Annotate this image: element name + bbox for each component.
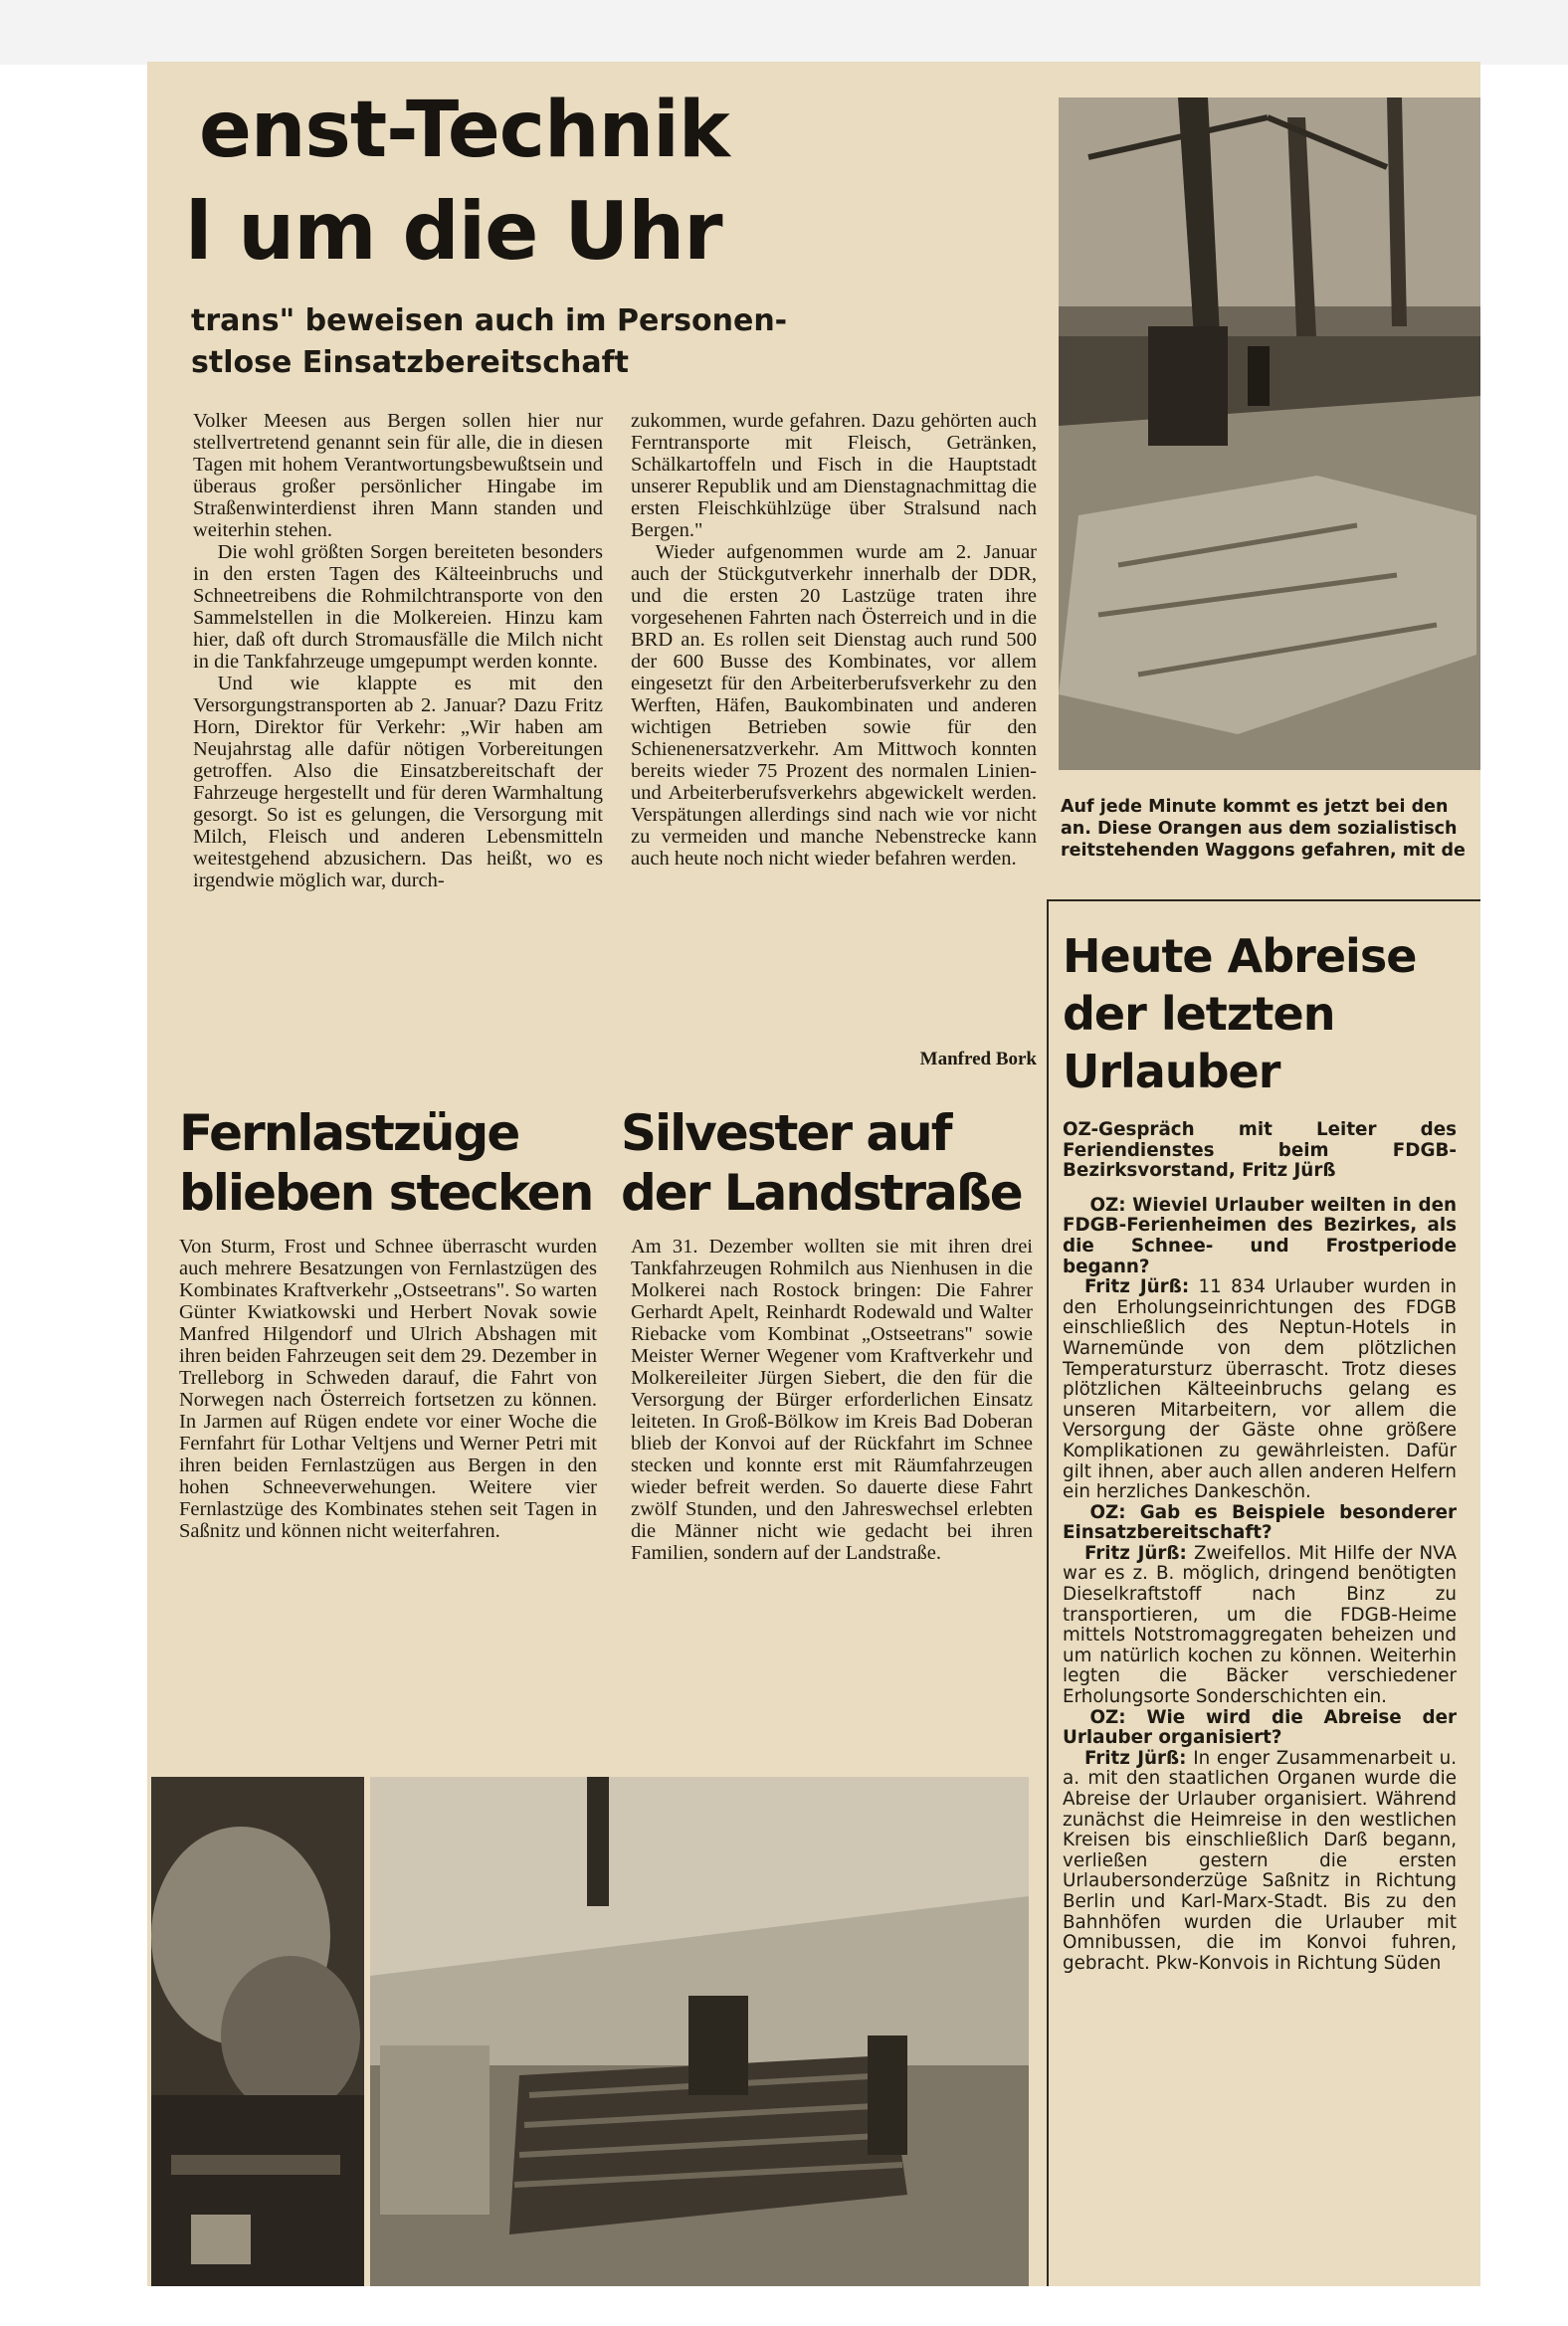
paragraph: Am 31. Dezember wollten sie mit ihren drei Tankfahrzeugen Rohmilch aus Nienhusen in die Molkerei nach Rostock bringen: Die Fahrer Gerhardt Apelt, Reinhardt Rodewald und Walter Riebacke vom Kombinat „Ostseetrans" sowie Meister Werner Wegener vom Kraftverkehr und Molkereileiter Jürgen Siebert, die den für die Versorgung der Bürger erforderlichen Einsatz leiteten. In Groß-Bölkow im Kreis Bad Doberan blieb der Konvoi auf der Rückfahrt im Schnee stecken und konnte erst mit Räumfahrzeugen wieder befreit werden. So dauerte diese Fahrt zwölf Stunden, und den Jahreswechsel erlebten die Männer nicht wie gedacht bei ihren Familien, sondern auf der Landstraße.: [631, 1236, 1033, 1564]
warehouse-photo-graphic: [370, 1777, 1029, 2286]
paragraph: zukommen, wurde gefahren. Dazu gehörten auch Ferntransporte mit Fleisch, Getränken, Schälkartoffeln und Fisch in die Hauptstadt unserer Republik und am Dienstagnachmittag die ersten Fleischkühlzüge über Stralsund nach Bergen.": [631, 410, 1037, 541]
silvester-headline-line1: Silvester auf: [621, 1104, 951, 1162]
urlauber-headline-line3: Urlauber: [1063, 1045, 1280, 1098]
answer-text: Zweifellos. Mit Hilfe der NVA war es z. B. möglich, dringend benötigten Dieselkraftstoff nach Binz zu transportieren, um die FDGB-Heime mittels Notstromaggregaten beheizen und um natürlich kochen zu können. Weiterhin legten die Bäcker verschiedener Erholungsorte Sonderschichten ein.: [1063, 1542, 1457, 1708]
answer-text: In enger Zusammenarbeit u. a. mit den staatlichen Organen wurde die Abreise der Urlauber organisiert. Während zunächst die Heimreise in den westlichen Kreisen bis einschließlich Darß begann, verließen gestern die ersten Urlaubersonderzüge Saßnitz in Richtung Berlin und Karl-Marx-Stadt. Bis zu den Bahnhöfen wurden die Urlauber mit Omnibussen, die im Konvoi fuhren, gebracht. Pkw-Konvois in Richtung Süden: [1063, 1747, 1457, 1974]
main-article-column-1: [193, 410, 603, 891]
interview-question-2: OZ: Gab es Beispiele besonderer Einsatzbereitschaft?: [1063, 1501, 1457, 1544]
urlauber-interview-body: [1063, 1120, 1457, 2274]
interview-intro: OZ-Gespräch mit Leiter des Feriendienstes beim FDGB-Bezirksvorstand, Fritz Jürß: [1063, 1120, 1457, 1182]
paragraph: Volker Meesen aus Bergen sollen hier nur stellvertretend genannt sein für alle, die in diesen Tagen mit hohem Verantwortungsbewußtsein und überaus großer persönlicher Hingabe im Straßenwinterdienst ihren Mann standen und weiterhin stehen.: [193, 410, 603, 541]
answer-speaker: Fritz Jürß:: [1083, 1276, 1190, 1298]
main-subhead-line2: stlose Einsatzbereitschaft: [191, 345, 629, 380]
main-headline-line1: enst-Technik: [199, 86, 729, 175]
column-rule: [1047, 899, 1049, 2286]
fernlast-article-body: [179, 1236, 597, 1542]
main-headline-line2: l um die Uhr: [185, 185, 722, 278]
urlauber-headline-line1: Heute Abreise: [1063, 929, 1417, 983]
interview-answer-3: [1063, 1749, 1457, 1975]
silvester-article-body: [631, 1236, 1033, 1564]
train-smoke-photo: [151, 1777, 364, 2286]
silvester-headline-line2: der Landstraße: [621, 1164, 1022, 1222]
photo-caption-line2: an. Diese Orangen aus dem sozialistisch: [1061, 819, 1458, 839]
interview-answer-2: [1063, 1544, 1457, 1708]
train-smoke-photo-graphic: [151, 1777, 364, 2286]
harbor-photo: [1059, 97, 1480, 770]
scan-backdrop: [0, 0, 1568, 65]
urlauber-headline-line2: der letzten: [1063, 987, 1335, 1041]
main-subhead-line1: trans" beweisen auch im Personen-: [191, 303, 788, 338]
fernlast-headline-line2: blieben stecken: [179, 1164, 593, 1222]
paragraph: Wieder aufgenommen wurde am 2. Januar auch der Stückgutverkehr innerhalb der DDR, und die ersten 20 Lastzüge traten ihre vorgesehenen Fahrten nach Österreich und in die BRD an. Es rollen seit Dienstag auch rund 500 der 600 Busse des Kombinates, vor allem eingesetzt für den Arbeiterberufsverkehr zu den Werften, Häfen, Baukombinaten und anderen wichtigen Betrieben sowie für den Schienenersatzverkehr. Am Mittwoch konnten bereits wieder 75 Prozent des normalen Linien- und Arbeiterberufsverkehrs abgewickelt werden. Verspätungen allerdings sind nach wie vor nicht zu vermeiden und manche Nebenstrecke kann auch heute noch nicht wieder befahren werden.: [631, 541, 1037, 870]
interview-question-1: OZ: Wieviel Urlauber weilten in den FDGB-Ferienheimen des Bezirkes, als die Schnee- und Frostperiode begann?: [1063, 1194, 1457, 1277]
fernlast-headline-line1: Fernlastzüge: [179, 1104, 519, 1162]
interview-question-3: OZ: Wie wird die Abreise der Urlauber organisiert?: [1063, 1706, 1457, 1749]
photo-caption-line3: reitstehenden Waggons gefahren, mit de: [1061, 841, 1466, 861]
paragraph: Von Sturm, Frost und Schnee überrascht wurden auch mehrere Besatzungen von Fernlastzügen des Kombinates Kraftverkehr „Ostseetrans". So warten Günter Kwiatkowski und Herbert Novak sowie Manfred Hilgendorf und Ulrich Abshagen mit ihren beiden Fahrzeugen seit dem 29. Dezember in Trelleborg in Schweden darauf, die Fahrt von Norwegen nach Österreich fortsetzen zu können. In Jarmen auf Rügen endete vor einer Woche die Fernfahrt für Lothar Veltjens und Werner Petri mit ihren beiden Fernlastzügen aus Bergen in den hohen Schneeverwehungen. Weitere vier Fernlastzüge des Kombinates stehen seit Tagen in Saßnitz und können nicht weiterfahren.: [179, 1236, 597, 1542]
warehouse-photo: [370, 1777, 1029, 2286]
interview-answer-1: [1063, 1277, 1457, 1503]
box-top-rule: [1047, 899, 1480, 901]
paragraph: Die wohl größten Sorgen bereiteten besonders in den ersten Tagen des Kälteeinbruchs und Schneetreibens die Rohmilchtransporte von den Sammelstellen in die Molkereien. Hinzu kam hier, daß oft durch Stromausfälle die Milch nicht in die Tankfahrzeuge umgepumpt werden konnte.: [193, 541, 603, 673]
author-byline: Manfred Bork: [919, 1049, 1037, 1069]
answer-speaker: Fritz Jürß:: [1083, 1747, 1187, 1769]
answer-text: 11 834 Urlauber wurden in den Erholungseinrichtungen des FDGB einschließlich des Neptun-Hotels in Warnemünde von dem plötzlichen Temperatursturz überrascht. Trotz dieses plötzlichen Kälteeinbruchs gelang es unseren Mitarbeitern, vor allem die Versorgung der Gäste ohne größere Komplikationen zu gewährleisten. Dafür gilt ihnen, aber auch allen anderen Helfern ein herzliches Dankeschön.: [1063, 1276, 1457, 1503]
harbor-photo-graphic: [1059, 97, 1480, 770]
answer-speaker: Fritz Jürß:: [1083, 1542, 1187, 1564]
photo-caption-line1: Auf jede Minute kommt es jetzt bei den: [1061, 797, 1449, 817]
paragraph: Und wie klappte es mit den Versorgungstransporten ab 2. Januar? Dazu Fritz Horn, Direktor für Verkehr: „Wir haben am Neujahrstag alle dafür nötigen Vorbereitungen getroffen. Also die Einsatzbereitschaft der Fahrzeuge hergestellt und für deren Warmhaltung gesorgt. So ist es gelungen, die Versorgung mit Milch, Fleisch und anderen Lebensmitteln weitestgehend abzusichern. Das heißt, wo es irgendwie möglich war, durch-: [193, 673, 603, 891]
main-article-column-2: [631, 410, 1037, 870]
